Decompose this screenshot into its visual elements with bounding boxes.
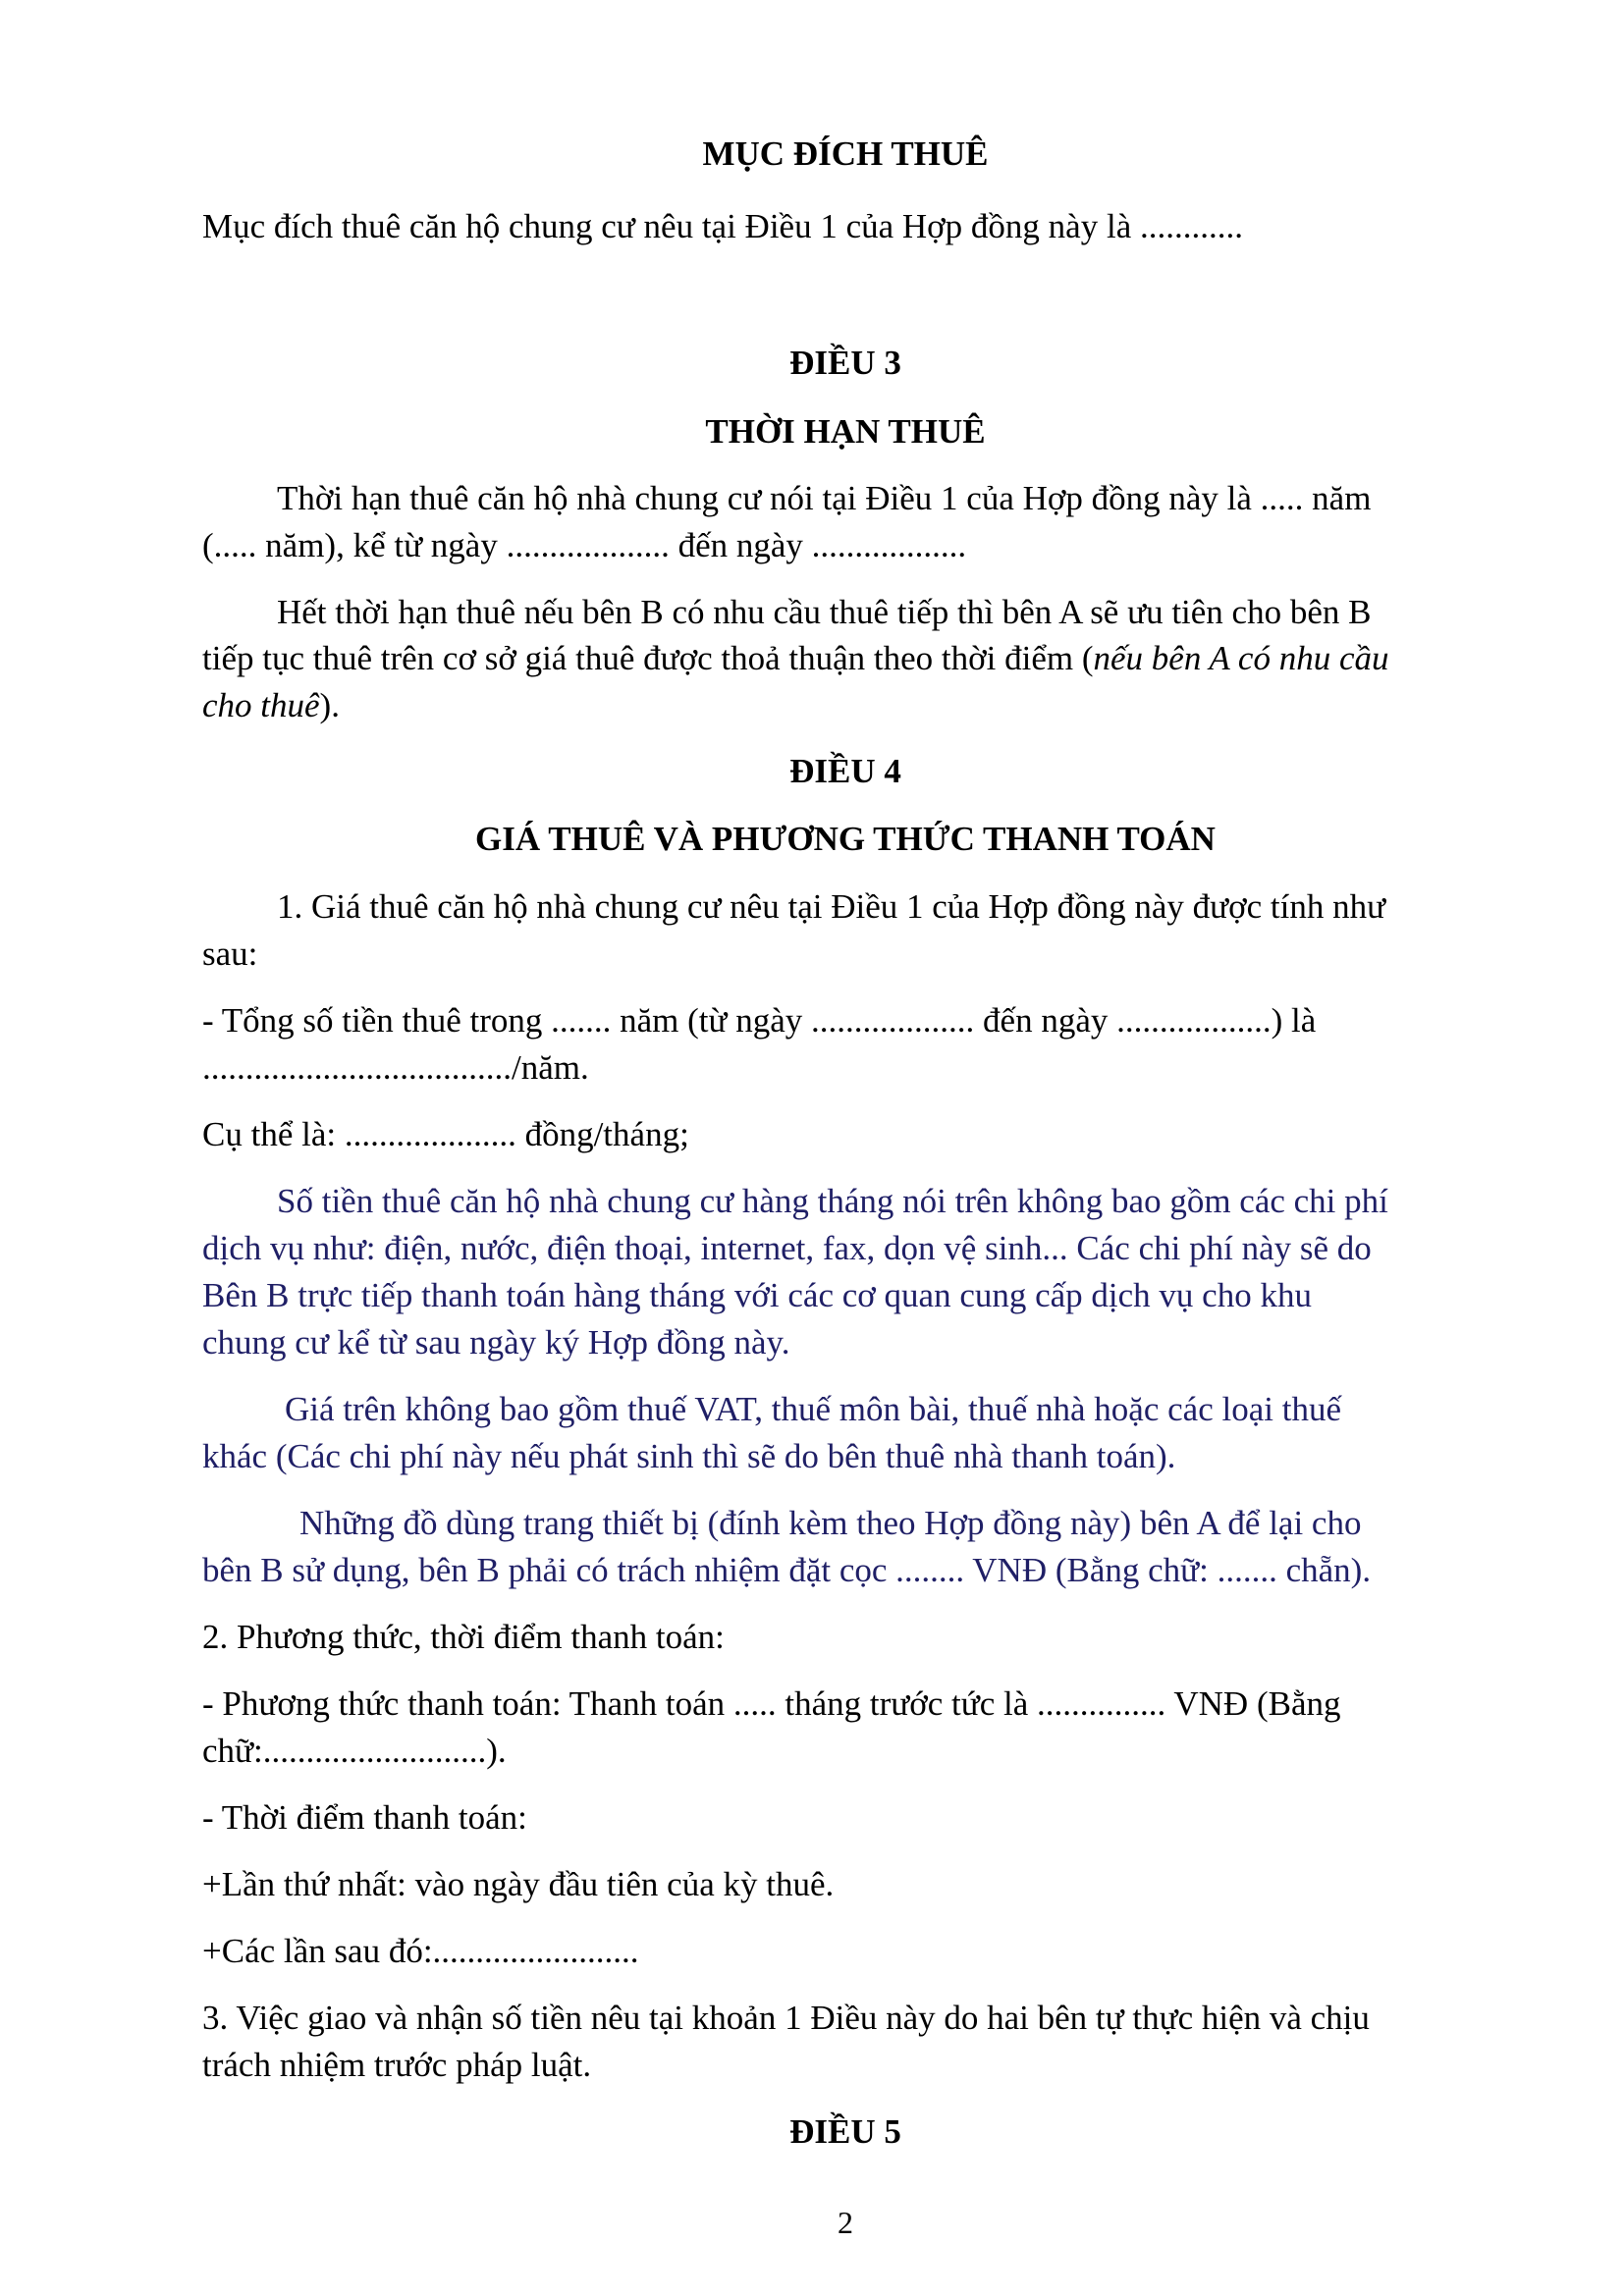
dieu-3-title: THỜI HẠN THUÊ <box>705 412 986 451</box>
thoi-diem: - Thời điểm thanh toán: <box>202 1798 527 1837</box>
page-number: 2 <box>838 2205 853 2240</box>
dieu-4-heading: ĐIỀU 4 <box>789 752 901 790</box>
tong-tien-line1: - Tổng số tiền thuê trong ....... năm (từ ngày ................... đến ngày ..................) là <box>202 1001 1317 1040</box>
phuong-thuc-line2: chữ:..........................). <box>202 1732 507 1770</box>
muc-dich-text: Mục đích thuê căn hộ chung cư nêu tại Điều 1 của Hợp đồng này là ............ <box>202 207 1243 245</box>
cac-lan-sau: +Các lần sau đó:........................ <box>202 1932 639 1970</box>
tong-tien-line2: ..................................../năm. <box>202 1048 589 1087</box>
so-tien-line1: Số tiền thuê căn hộ nhà chung cư hàng tháng nói trên không bao gồm các chi phí <box>277 1182 1388 1220</box>
so-tien-line3: Bên B trực tiếp thanh toán hàng tháng với các cơ quan cung cấp dịch vụ cho khu <box>202 1276 1312 1314</box>
viec-giao-line1: 3. Việc giao và nhận số tiền nêu tại khoản 1 Điều này do hai bên tự thực hiện và chịu <box>202 1999 1370 2037</box>
gia-thue-line1: 1. Giá thuê căn hộ nhà chung cư nêu tại Điều 1 của Hợp đồng này được tính như <box>277 887 1386 926</box>
dieu-3-p1-line1: Thời hạn thuê căn hộ nhà chung cư nói tại Điều 1 của Hợp đồng này là ..... năm <box>277 479 1372 517</box>
gia-tren-line1: Giá trên không bao gồm thuế VAT, thuế môn bài, thuế nhà hoặc các loại thuế <box>285 1390 1341 1428</box>
gia-tren-line2: khác (Các chi phí này nếu phát sinh thì sẽ do bên thuê nhà thanh toán). <box>202 1437 1176 1475</box>
so-tien-line2: dịch vụ như: điện, nước, điện thoại, internet, fax, dọn vệ sinh... Các chi phí này sẽ do <box>202 1229 1372 1267</box>
phuong-thuc-heading: 2. Phương thức, thời điểm thanh toán: <box>202 1618 725 1656</box>
so-tien-line4: chung cư kể từ sau ngày ký Hợp đồng này. <box>202 1323 790 1362</box>
dieu-3-p1-line2: (..... năm), kể từ ngày ................... đến ngày .................. <box>202 526 967 564</box>
nhung-do-dung-line1: Những đồ dùng trang thiết bị (đính kèm theo Hợp đồng này) bên A để lại cho <box>299 1504 1362 1542</box>
italic-text: nếu bên A có nhu cầu <box>1093 639 1389 677</box>
dieu-3-p2-line3 <box>202 686 340 725</box>
viec-giao-line2: trách nhiệm trước pháp luật. <box>202 2046 592 2084</box>
text-span: tiếp tục thuê trên cơ sở giá thuê được thoả thuận theo thời điểm ( <box>202 639 1094 677</box>
muc-dich-title: MỤC ĐÍCH THUÊ <box>702 134 989 173</box>
italic-text: cho thuê <box>202 686 320 724</box>
dieu-5-heading: ĐIỀU 5 <box>789 2112 901 2151</box>
lan-thu-nhat: +Lần thứ nhất: vào ngày đầu tiên của kỳ thuê. <box>202 1865 835 1903</box>
phuong-thuc-line1: - Phương thức thanh toán: Thanh toán ..... tháng trước tức là ............... VNĐ (Bằng <box>202 1684 1341 1723</box>
dieu-3-heading: ĐIỀU 3 <box>789 344 901 382</box>
dieu-4-title: GIÁ THUÊ VÀ PHƯƠNG THỨC THANH TOÁN <box>475 820 1216 858</box>
text-span: ). <box>319 686 340 724</box>
dieu-3-p2-line2 <box>202 639 1389 678</box>
gia-thue-line2: sau: <box>202 934 258 973</box>
cu-the: Cụ thể là: .................... đồng/tháng; <box>202 1115 689 1153</box>
dieu-3-p2-line1: Hết thời hạn thuê nếu bên B có nhu cầu thuê tiếp thì bên A sẽ ưu tiên cho bên B <box>277 593 1372 631</box>
nhung-do-dung-line2: bên B sử dụng, bên B phải có trách nhiệm đặt cọc ........ VNĐ (Bằng chữ: ....... chẵn). <box>202 1551 1372 1589</box>
